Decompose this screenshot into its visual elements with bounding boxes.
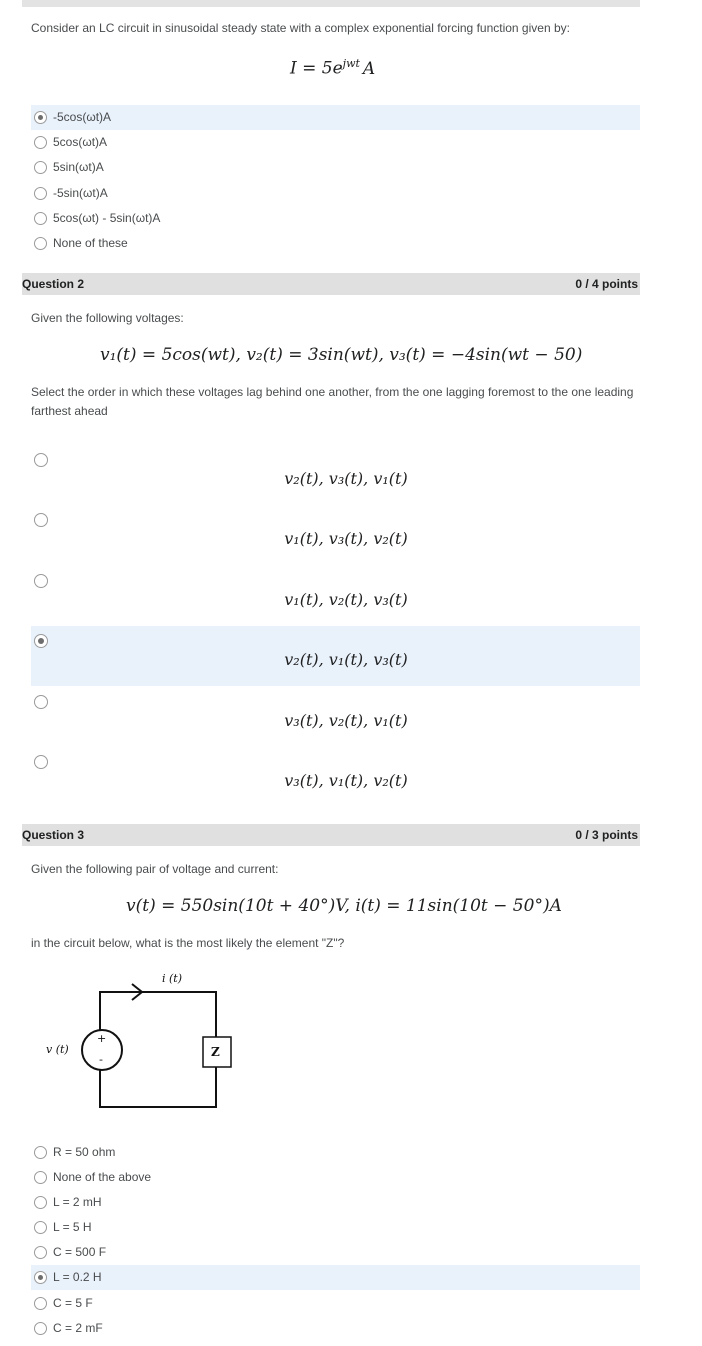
radio-button[interactable]	[34, 187, 47, 200]
current-label: i (t)	[162, 972, 183, 985]
radio-button[interactable]	[34, 212, 47, 225]
q1-option-5[interactable]: None of these	[31, 231, 640, 256]
radio-button[interactable]	[34, 453, 48, 467]
radio-button[interactable]	[34, 136, 47, 149]
q3-option-3[interactable]: L = 5 H	[31, 1215, 640, 1240]
q1-prompt: Consider an LC circuit in sinusoidal steady state with a complex exponential forcing function given by:	[31, 21, 570, 35]
q3-header	[22, 824, 640, 846]
circuit-wire-bottom	[100, 1067, 216, 1107]
top-divider	[22, 0, 640, 7]
q2-instruction: Select the order in which these voltages lag behind one another, from the one lagging foremost to the one leading farthest ahead	[31, 385, 634, 418]
radio-button[interactable]	[34, 1171, 47, 1184]
q3-equation: v(t) = 550sin(10t + 40°)V, i(t) = 11sin(10t − 50°)A	[126, 896, 562, 916]
q2-title: Question 2	[22, 277, 85, 291]
q3-option-0[interactable]: R = 50 ohm	[31, 1140, 640, 1165]
q2-option-2[interactable]: v₁(t), v₂(t), v₃(t)	[31, 566, 640, 626]
voltage-label: v (t)	[46, 1043, 69, 1056]
radio-button[interactable]	[34, 695, 48, 709]
q1-option-1[interactable]: 5cos(ωt)A	[31, 130, 640, 155]
q2-option-4[interactable]: v₃(t), v₂(t), v₁(t)	[31, 687, 640, 747]
q3-option-4[interactable]: C = 500 F	[31, 1240, 640, 1265]
q3-option-2[interactable]: L = 2 mH	[31, 1190, 640, 1215]
source-plus: +	[97, 1032, 107, 1045]
radio-button[interactable]	[34, 111, 47, 124]
circuit-diagram	[40, 965, 240, 1115]
circuit-wire-top	[100, 992, 216, 1037]
radio-button[interactable]	[34, 1146, 47, 1159]
q2-option-1[interactable]: v₁(t), v₃(t), v₂(t)	[31, 505, 640, 565]
radio-button[interactable]	[34, 1271, 47, 1284]
q3-option-6[interactable]: C = 5 F	[31, 1291, 640, 1316]
element-z-label: Z	[211, 1045, 220, 1059]
radio-button[interactable]	[34, 1322, 47, 1335]
q1-equation: $I = 5e^{jwt}$ A	[290, 57, 376, 79]
q2-equation: v₁(t) = 5cos(wt), v₂(t) = 3sin(wt), v₃(t) = −4sin(wt − 50)	[100, 345, 583, 365]
radio-button[interactable]	[34, 574, 48, 588]
q3-points: 0 / 3 points	[575, 828, 638, 842]
q2-option-0[interactable]: v₂(t), v₃(t), v₁(t)	[31, 445, 640, 505]
q2-option-3[interactable]: v₂(t), v₁(t), v₃(t)	[31, 626, 640, 686]
radio-button[interactable]	[34, 237, 47, 250]
radio-button[interactable]	[34, 634, 48, 648]
q2-points: 0 / 4 points	[575, 277, 638, 291]
q3-option-5[interactable]: L = 0.2 H	[31, 1265, 640, 1290]
q2-option-5[interactable]: v₃(t), v₁(t), v₂(t)	[31, 747, 640, 807]
q1-option-3[interactable]: -5sin(ωt)A	[31, 181, 640, 206]
radio-button[interactable]	[34, 1221, 47, 1234]
q2-prompt: Given the following voltages:	[31, 311, 184, 325]
source-minus: -	[99, 1053, 103, 1066]
q1-option-0[interactable]: -5cos(ωt)A	[31, 105, 640, 130]
radio-button[interactable]	[34, 513, 48, 527]
radio-button[interactable]	[34, 755, 48, 769]
q1-option-4[interactable]: 5cos(ωt) - 5sin(ωt)A	[31, 206, 640, 231]
radio-button[interactable]	[34, 1297, 47, 1310]
radio-button[interactable]	[34, 161, 47, 174]
radio-button[interactable]	[34, 1246, 47, 1259]
radio-button[interactable]	[34, 1196, 47, 1209]
q3-option-7[interactable]: C = 2 mF	[31, 1316, 640, 1341]
q1-option-2[interactable]: 5sin(ωt)A	[31, 155, 640, 180]
q3-option-1[interactable]: None of the above	[31, 1165, 640, 1190]
q3-title: Question 3	[22, 828, 85, 842]
q3-instruction: in the circuit below, what is the most likely the element "Z"?	[31, 936, 345, 950]
q3-prompt: Given the following pair of voltage and current:	[31, 862, 279, 876]
q2-header	[22, 273, 640, 295]
